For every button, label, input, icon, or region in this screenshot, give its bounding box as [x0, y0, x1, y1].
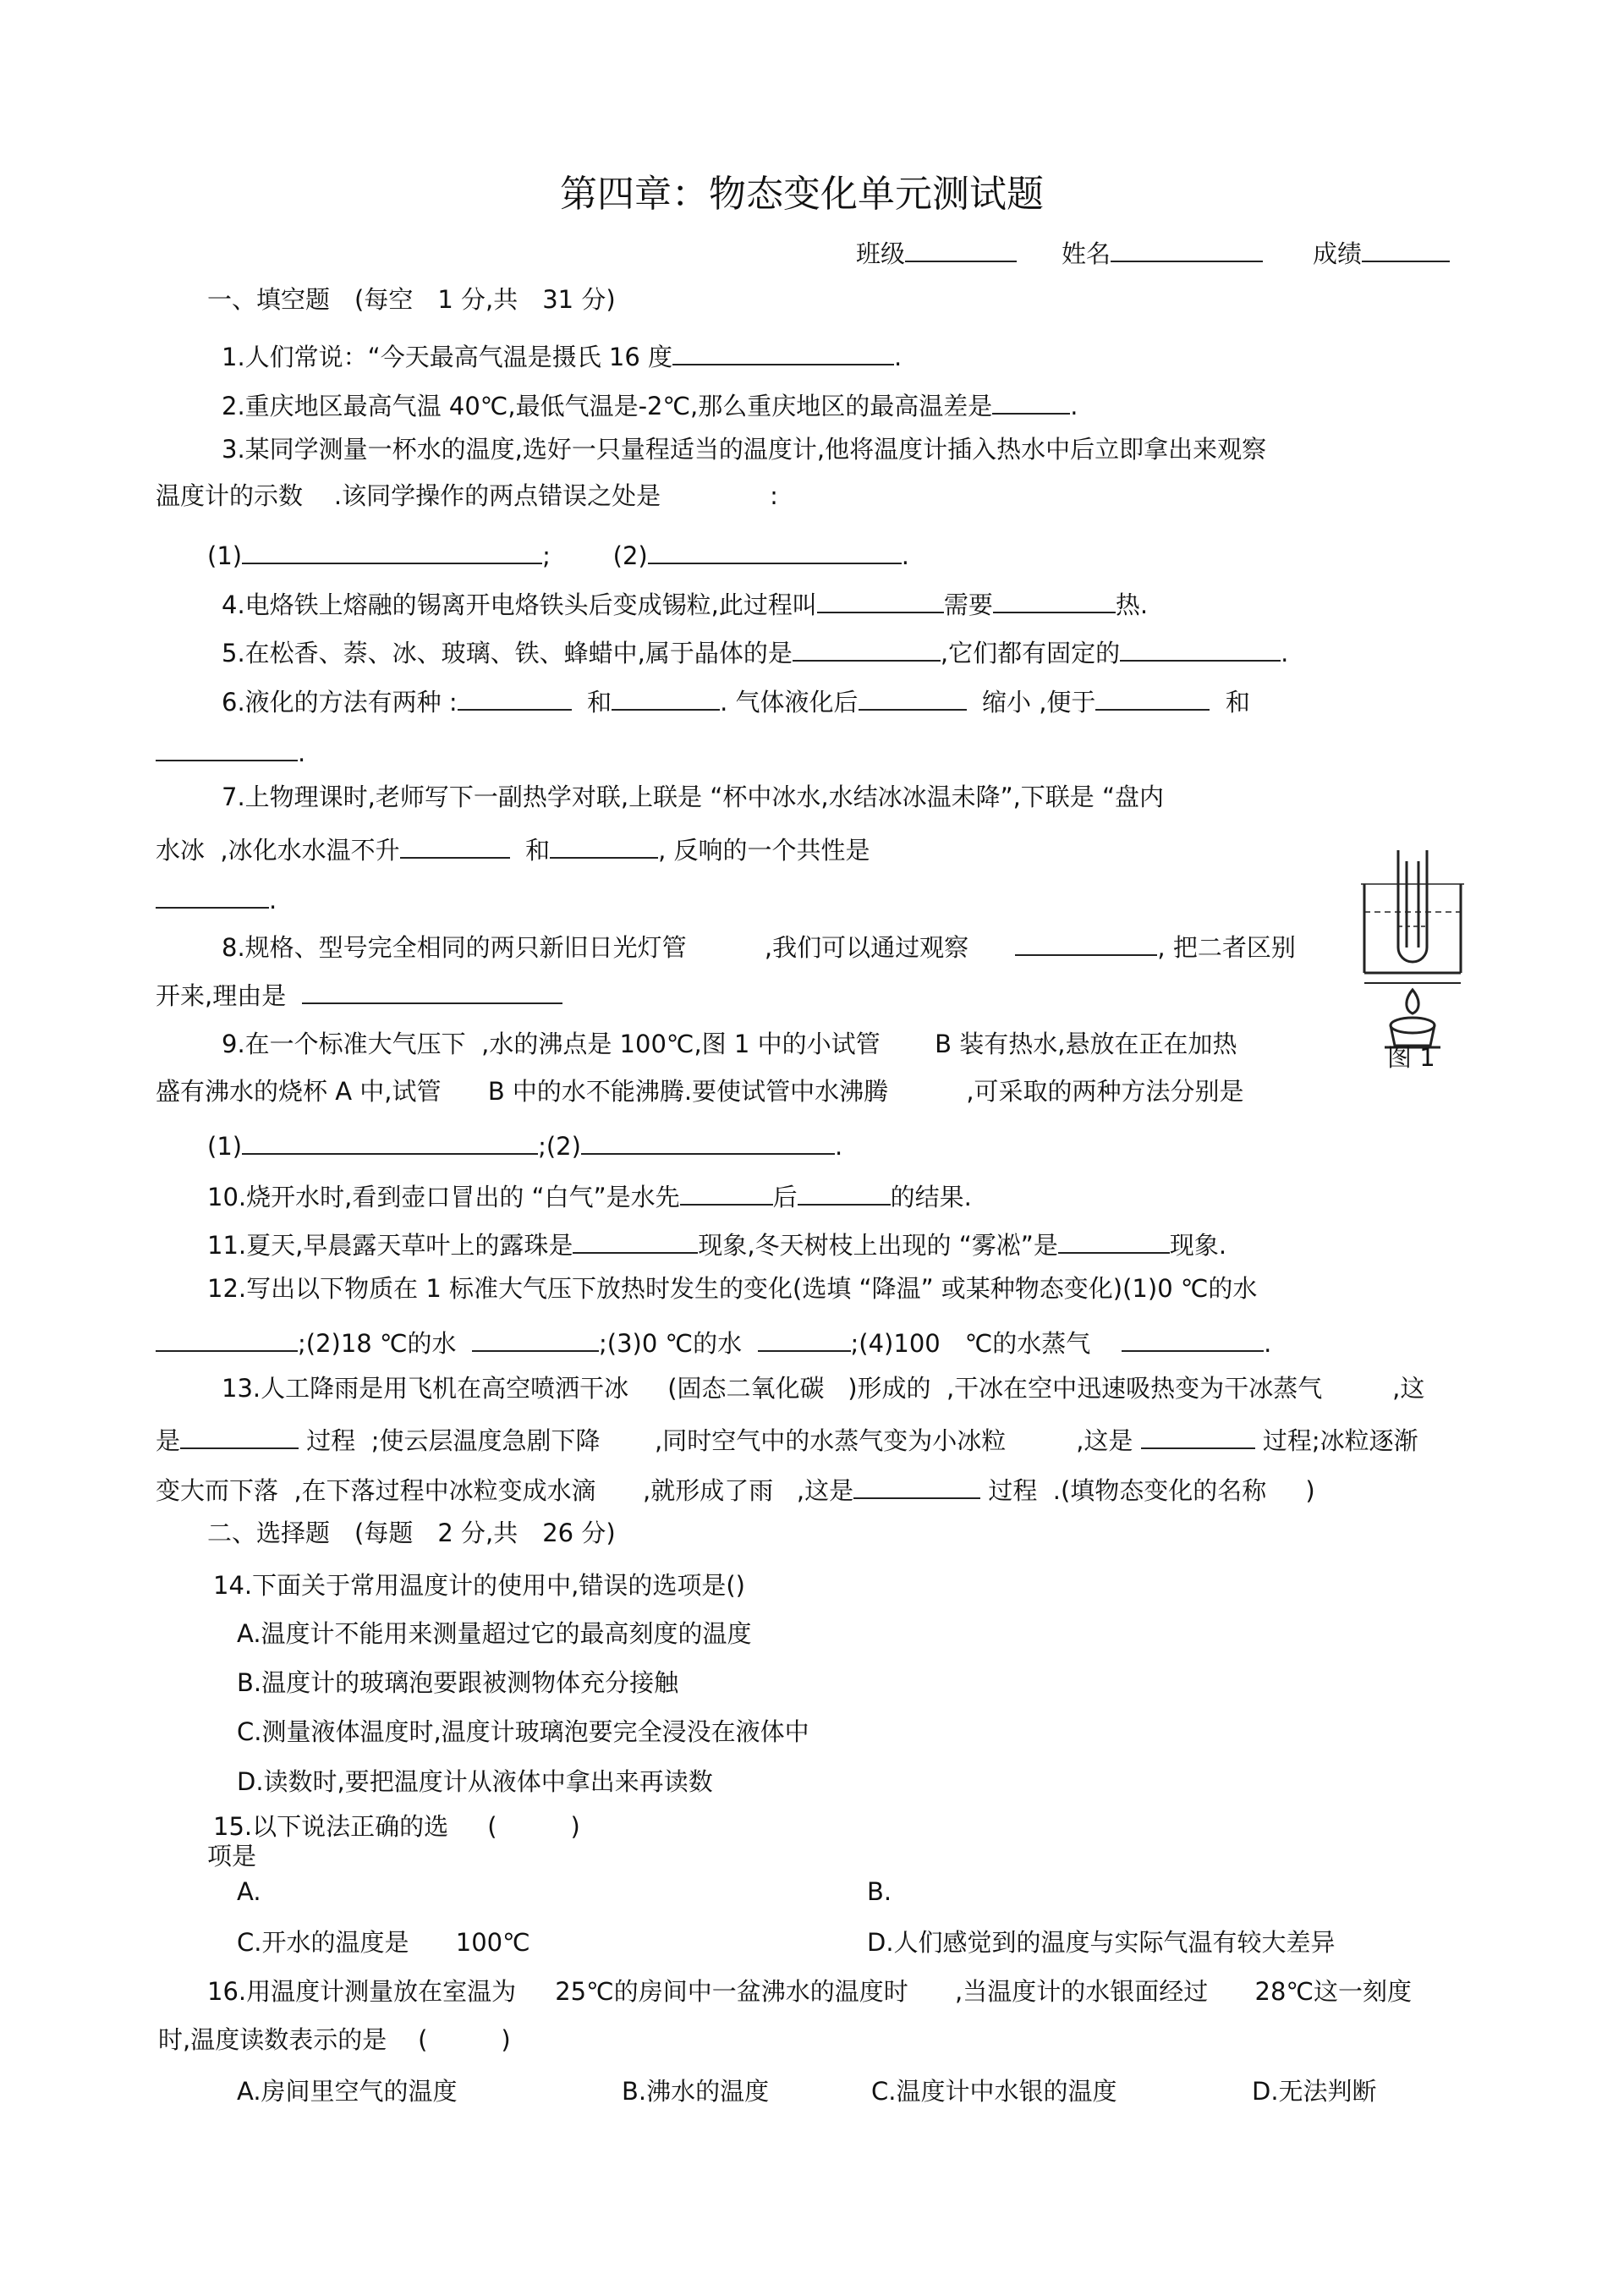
question-3-line2: 温度计的示数 .该同学操作的两点错误之处是 : [156, 481, 778, 510]
question-15: 15.以下说法正确的选 ( ) [213, 1812, 580, 1841]
class-label: 班级 [856, 237, 1017, 266]
answer-blank[interactable] [302, 979, 562, 1004]
question-3-line1: 3.某同学测量一杯水的温度,选好一只量程适当的温度计,他将温度计插入热水中后立即拿出来观察 [222, 435, 1267, 464]
q14-option-d[interactable]: D.读数时,要把温度计从液体中拿出来再读数 [237, 1767, 713, 1796]
answer-blank[interactable] [1015, 931, 1157, 956]
question-9-line1: 9.在一个标准大气压下 ,水的沸点是 100℃,图 1 中的小试管 B 装有热水,悬放在正在加热 [222, 1030, 1237, 1058]
answer-blank[interactable] [817, 588, 944, 613]
question-12-line1: 12.写出以下物质在 1 标准大气压下放热时发生的变化(选填 “降温” 或某种物态变化)(1)0 ℃的水 [207, 1274, 1258, 1303]
q16-option-a[interactable]: A.房间里空气的温度 [237, 2077, 458, 2106]
question-11: 11.夏天,早晨露天草叶上的露珠是 现象,冬天树枝上出现的 “雾凇”是 现象. [207, 1228, 1226, 1258]
answer-blank[interactable] [242, 1129, 538, 1155]
q14-option-b[interactable]: B.温度计的玻璃泡要跟被测物体充分接触 [237, 1668, 679, 1697]
q15-option-a[interactable]: A. [237, 1877, 261, 1906]
answer-blank[interactable] [648, 539, 902, 564]
class-blank[interactable] [905, 237, 1017, 262]
question-4: 4.电烙铁上熔融的锡离开电烙铁头后变成锡粒,此过程叫 需要 热. [222, 588, 1148, 618]
q16-option-c[interactable]: C.温度计中水银的温度 [871, 2077, 1117, 2106]
question-6-cont: . [156, 736, 305, 766]
question-1: 1.人们常说：“今天最高气温是摄氏 16 度 . [222, 340, 902, 370]
question-16-line1: 16.用温度计测量放在室温为 25℃的房间中一盆沸水的温度时 ,当温度计的水银面经过 28℃这一刻度 [207, 1977, 1413, 2006]
answer-blank[interactable] [242, 539, 542, 564]
answer-blank[interactable] [400, 833, 510, 859]
q15-option-c[interactable]: C.开水的温度是 100℃ [237, 1928, 530, 1957]
question-13-line3: 变大而下落 ,在下落过程中冰粒变成水滴 ,就形成了雨 ,这是 过程 .(填物态变化的名称 ) [156, 1474, 1315, 1503]
answer-blank[interactable] [1141, 1424, 1255, 1449]
question-7-line2: 水冰 ,冰化水水温不升 和 , 反响的一个共性是 [156, 833, 870, 863]
name-blank[interactable] [1111, 237, 1263, 262]
q14-option-a[interactable]: A.温度计不能用来测量超过它的最高刻度的温度 [237, 1619, 752, 1648]
answer-blank[interactable] [1122, 1327, 1264, 1352]
answer-blank[interactable] [156, 1327, 298, 1352]
question-3-line3: (1) ; (2) . [207, 539, 909, 569]
answer-blank[interactable] [992, 389, 1070, 415]
answer-blank[interactable] [472, 1327, 599, 1352]
figure-1-beaker-diagram [1358, 846, 1468, 1074]
q14-option-c[interactable]: C.测量液体温度时,温度计玻璃泡要完全浸没在液体中 [237, 1717, 809, 1746]
answer-blank[interactable] [612, 685, 720, 711]
score-label: 成绩 [1313, 237, 1450, 266]
section-2-heading: 二、选择题 (每题 2 分,共 26 分) [207, 1519, 616, 1547]
q15-option-b[interactable]: B. [867, 1877, 892, 1906]
answer-blank[interactable] [180, 1424, 299, 1449]
question-2: 2.重庆地区最高气温 40℃,最低气温是-2℃,那么重庆地区的最高温差是 . [222, 389, 1078, 419]
question-9-line2: 盛有沸水的烧杯 A 中,试管 B 中的水不能沸腾.要使试管中水沸腾 ,可采取的两种方法分别是 [156, 1077, 1244, 1106]
answer-blank[interactable] [1058, 1228, 1170, 1254]
question-6: 6.液化的方法有两种 : 和 . 气体液化后 缩小 ,便于 和 [222, 685, 1250, 715]
answer-blank[interactable] [1120, 636, 1281, 662]
answer-blank[interactable] [758, 1327, 851, 1352]
question-16-line2: 时,温度读数表示的是 ( ) [158, 2025, 511, 2054]
answer-blank[interactable] [581, 1129, 835, 1155]
figure-1-caption: 图 1 [1387, 1043, 1435, 1072]
name-label: 姓名 [1062, 237, 1263, 266]
question-10: 10.烧开水时,看到壶口冒出的 “白气”是水先 后 的结果. [207, 1180, 972, 1210]
answer-blank[interactable] [156, 736, 298, 761]
score-blank[interactable] [1362, 237, 1450, 262]
answer-blank[interactable] [1095, 685, 1210, 711]
answer-blank[interactable] [793, 636, 941, 662]
answer-blank[interactable] [573, 1228, 698, 1254]
question-9-line3: (1) ;(2) . [207, 1129, 842, 1159]
question-13-line1: 13.人工降雨是用飞机在高空喷洒干冰 (固态二氧化碳 )形成的 ,干冰在空中迅速吸热变为干冰蒸气 ,这 [222, 1374, 1425, 1403]
question-7-cont: . [156, 883, 277, 913]
answer-blank[interactable] [156, 883, 269, 909]
answer-blank[interactable] [859, 685, 967, 711]
answer-blank[interactable] [458, 685, 572, 711]
answer-blank[interactable] [680, 1180, 773, 1206]
answer-blank[interactable] [993, 588, 1116, 613]
question-12-line2: ;(2)18 ℃的水 ;(3)0 ℃的水 ;(4)100 ℃的水蒸气 . [156, 1327, 1271, 1356]
answer-blank[interactable] [853, 1474, 980, 1499]
answer-blank[interactable] [550, 833, 658, 859]
question-15-stem-cont: 项是 [207, 1842, 257, 1870]
question-8-line1: 8.规格、型号完全相同的两只新旧日光灯管 ,我们可以通过观察 , 把二者区别 [222, 931, 1296, 960]
answer-blank[interactable] [798, 1180, 891, 1206]
q16-option-d[interactable]: D.无法判断 [1252, 2077, 1377, 2106]
section-1-heading: 一、填空题 (每空 1 分,共 31 分) [207, 285, 616, 314]
page-title: 第四章：物态变化单元测试题 [560, 173, 1044, 216]
q16-option-b[interactable]: B.沸水的温度 [622, 2077, 770, 2106]
question-7-line1: 7.上物理课时,老师写下一副热学对联,上联是 “杯中冰水,水结冰冰温未降”,下联是 “盘内 [222, 783, 1165, 811]
answer-blank[interactable] [672, 340, 894, 365]
question-13-line2: 是 过程 ;使云层温度急剧下降 ,同时空气中的水蒸气变为小冰粒 ,这是 过程;冰粒逐渐 [156, 1424, 1418, 1453]
question-5: 5.在松香、萘、冰、玻璃、铁、蜂蜡中,属于晶体的是 ,它们都有固定的 . [222, 636, 1288, 666]
question-14: 14.下面关于常用温度计的使用中,错误的选项是() [213, 1571, 745, 1600]
q15-option-d[interactable]: D.人们感觉到的温度与实际气温有较大差异 [867, 1928, 1336, 1957]
question-8-line2: 开来,理由是 [156, 979, 562, 1008]
